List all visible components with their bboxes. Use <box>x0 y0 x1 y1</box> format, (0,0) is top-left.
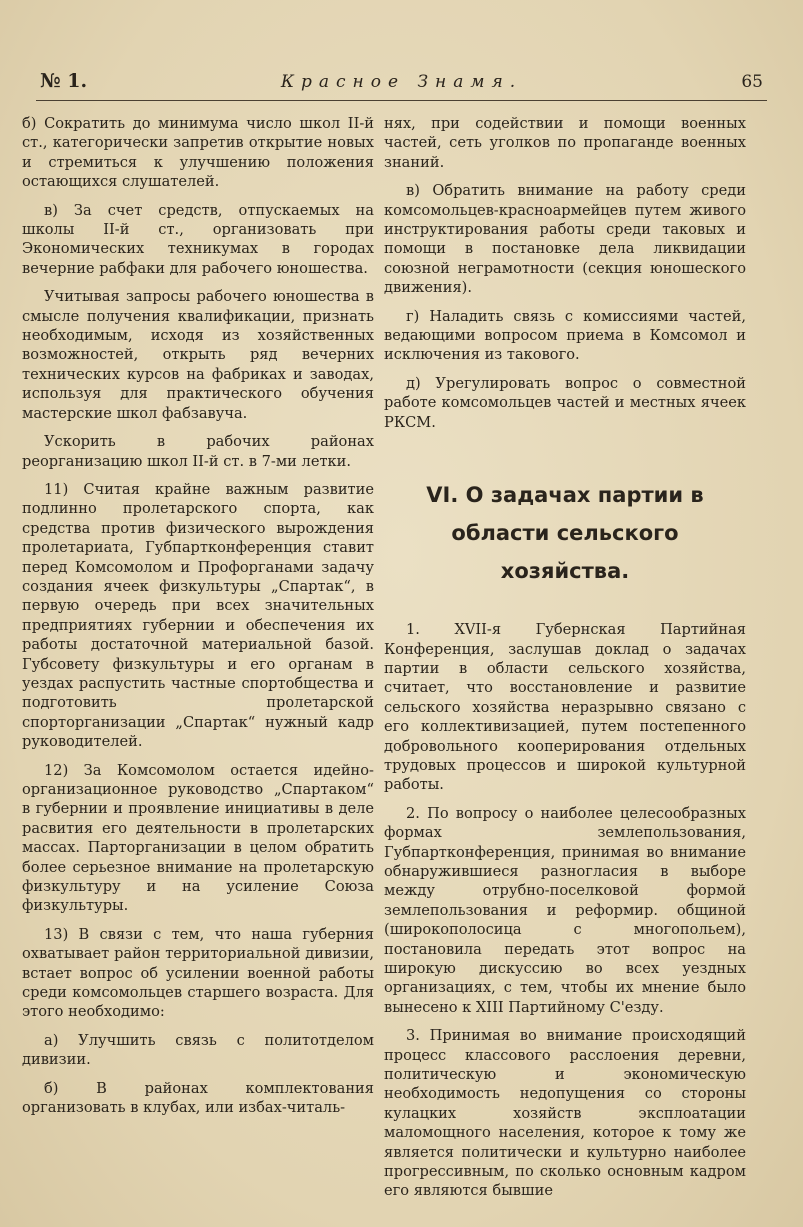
paragraph: 1. XVII-я Губернская Партийная Конференция, заслушав доклад о задачах партии в области сельского хозяйства, считает, что восстановление и развитие сельского хозяйства неразрывно связано с его коллективизацией, путем постепенного добровольного кооперирования отдельных трудовых процессов и широкой культурной работы. <box>384 621 746 794</box>
paragraph: д) Урегулировать вопрос о совместной работе комсомольцев частей и местных ячеек РКСМ. <box>384 374 746 431</box>
paragraph: б) Сократить до минимума число школ II-й ст., категорически запретив открытие новых и стремиться к улучшению положения остающихся слушателей. <box>22 115 374 191</box>
paragraph: 12) За Комсомолом остается идейно-организационное руководство „Спартаком“ в губернии и проявление инициативы в деле расвития его деятельности в пролетарских массах. Парторганизации в целом обратить более серьезное внимание на пролетарскую физкультуру и на усиление Союза физкультуры. <box>22 761 374 915</box>
paragraph: Ускорить в рабочих районах реорганизацию школ II-й ст. в 7-ми летки. <box>22 433 374 470</box>
section-heading: VI. О задачах партии в области сельского хозяйства. <box>426 483 704 584</box>
paragraph: Учитывая запросы рабочего юношества в смысле получения квалификации, признать необходимым, исходя из хозяйственных возможностей, открыть ряд вечерних технических курсов на фабриках и заводах, используя для практического обучения мастерские школ фабзавуча. <box>22 288 374 422</box>
paragraph: 2. По вопросу о наиболее целесообразных формах землепользования, Губпартконференция, принимая во внимание обнаружившиеся разногласия в выборе между отрубно-поселковой формой землепользования и реформир. общиной (широкополосица с многопольем), постановила передать этот вопрос на широкую дискуссию во всех уездных организациях, с тем, чтобы их мнение было вынесено к XIII Партийному С'езду. <box>384 804 746 1016</box>
paragraph: 13) В связи с тем, что наша губерния охватывает район территориальной дивизии, встает вопрос об усилении военной работы среди комсомольцев старшего возраста. Для этого необходимо: <box>22 925 374 1021</box>
paragraph: нях, при содействии и помощи военных частей, сеть уголков по пропаганде военных знаний. <box>384 115 746 171</box>
issue-number: № 1. <box>40 70 88 92</box>
paragraph: г) Наладить связь с комиссиями частей, ведающими вопросом приема в Комсомол и исключения из такового. <box>384 307 746 364</box>
right-column <box>384 114 746 1210</box>
left-column <box>22 114 374 1127</box>
page-number: 65 <box>741 72 763 92</box>
page-header <box>36 64 767 101</box>
paragraph: б) В районах комплектования организовать в клубах, или избах-читаль- <box>22 1079 374 1117</box>
paragraph: 11) Считая крайне важным развитие подлинно пролетарского спорта, как средства против физического вырождения пролетариата, Губпартконференция ставит перед Комсомолом и Профорганами задачу создания ячеек физкультуры „Спартак“, в первую очередь при всех значительных предприятиях губернии и обеспечения их работы достаточной материальной базой. Губсовету физкультуры и его органам в уездах распустить частные спортобщества и подготовить пролетарской спорторганизации „Спартак“ нужный кадр руководителей. <box>22 480 374 751</box>
paragraph: 3. Принимая во внимание происходящий процесс классового расслоения деревни, политическую и экономическую необходимость недопущения со стороны кулацких хозяйств эксплоатации маломощного населения, которое к тому же является политически и культурно наиболее прогрессивным, по сколько основным кадром его являются бывшие <box>384 1027 746 1200</box>
paragraph: в) За счет средств, отпускаемых на школы II-й ст., организовать при Экономических техникумах в городах вечерние рабфаки для рабочего юношества. <box>22 201 374 277</box>
paragraph: в) Обратить внимание на работу среди комсомольцев-красноармейцев путем живого инструктирования работы среди таковых и помощи в постановке дела ликвидации союзной неграмотности (секция юношеского движения). <box>384 182 746 297</box>
paragraph: а) Улучшить связь с политотделом дивизии. <box>22 1031 374 1069</box>
newspaper-title: Красное Знамя. <box>280 72 523 92</box>
